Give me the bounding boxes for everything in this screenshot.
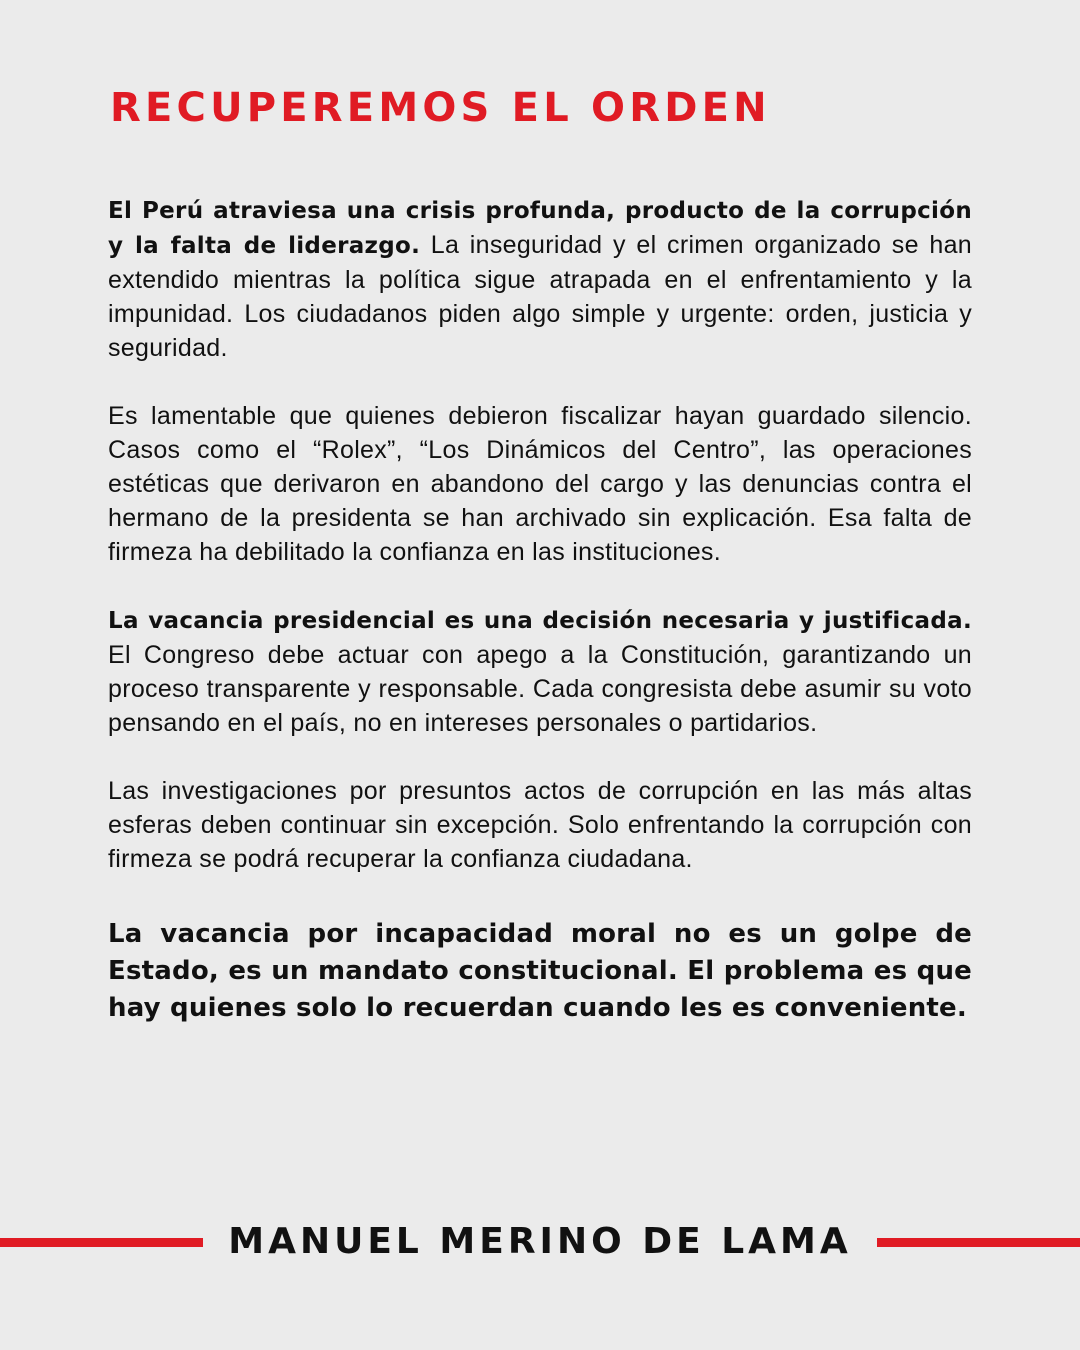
right-divider (877, 1238, 1080, 1247)
paragraph-lead: El Perú atraviesa una crisis profunda, producto de la corrupción y la falta de liderazgo. (108, 198, 972, 259)
paragraph-crisis (108, 193, 972, 365)
left-divider (0, 1238, 203, 1247)
statement-body (108, 193, 972, 1061)
page-title: RECUPEREMOS EL ORDEN (110, 85, 771, 131)
paragraph-text: La inseguridad y el crimen organizado se han extendido mientras la política sigue atrapada en el enfrentamiento y la impunidad. Los ciudadanos piden algo simple y urgente: orden, justicia y seguridad. (108, 231, 972, 362)
paragraph-text: Las investigaciones por presuntos actos de corrupción en las más altas esferas deben continuar sin excepción. Solo enfrentando la corrupción con firmeza se podrá recuperar la confianza ciudadana. (108, 777, 972, 873)
paragraph-text: El Congreso debe actuar con apego a la Constitución, garantizando un proceso transparente y responsable. Cada congresista debe asumir su voto pensando en el país, no en intereses personales o partidarios. (108, 641, 972, 737)
closing-statement: La vacancia por incapacidad moral no es un golpe de Estado, es un mandato constitucional. El problema es que hay quienes solo lo recuerdan cuando les es conveniente. (108, 919, 972, 1023)
paragraph-lead: La vacancia presidencial es una decisión necesaria y justificada. (108, 608, 972, 634)
paragraph-vacancy (108, 603, 972, 740)
paragraph-investigations (108, 774, 972, 876)
paragraph-cases (108, 399, 972, 569)
signature-footer (0, 1214, 1080, 1270)
paragraph-text: Es lamentable que quienes debieron fiscalizar hayan guardado silencio. Casos como el “Rolex”, “Los Dinámicos del Centro”, las operaciones estéticas que derivaron en abandono del cargo y las denuncias contra el hermano de la presidenta se han archivado sin explicación. Esa falta de firmeza ha debilitado la confianza en las instituciones. (108, 402, 972, 566)
signature-name: MANUEL MERINO DE LAMA (228, 1221, 852, 1262)
